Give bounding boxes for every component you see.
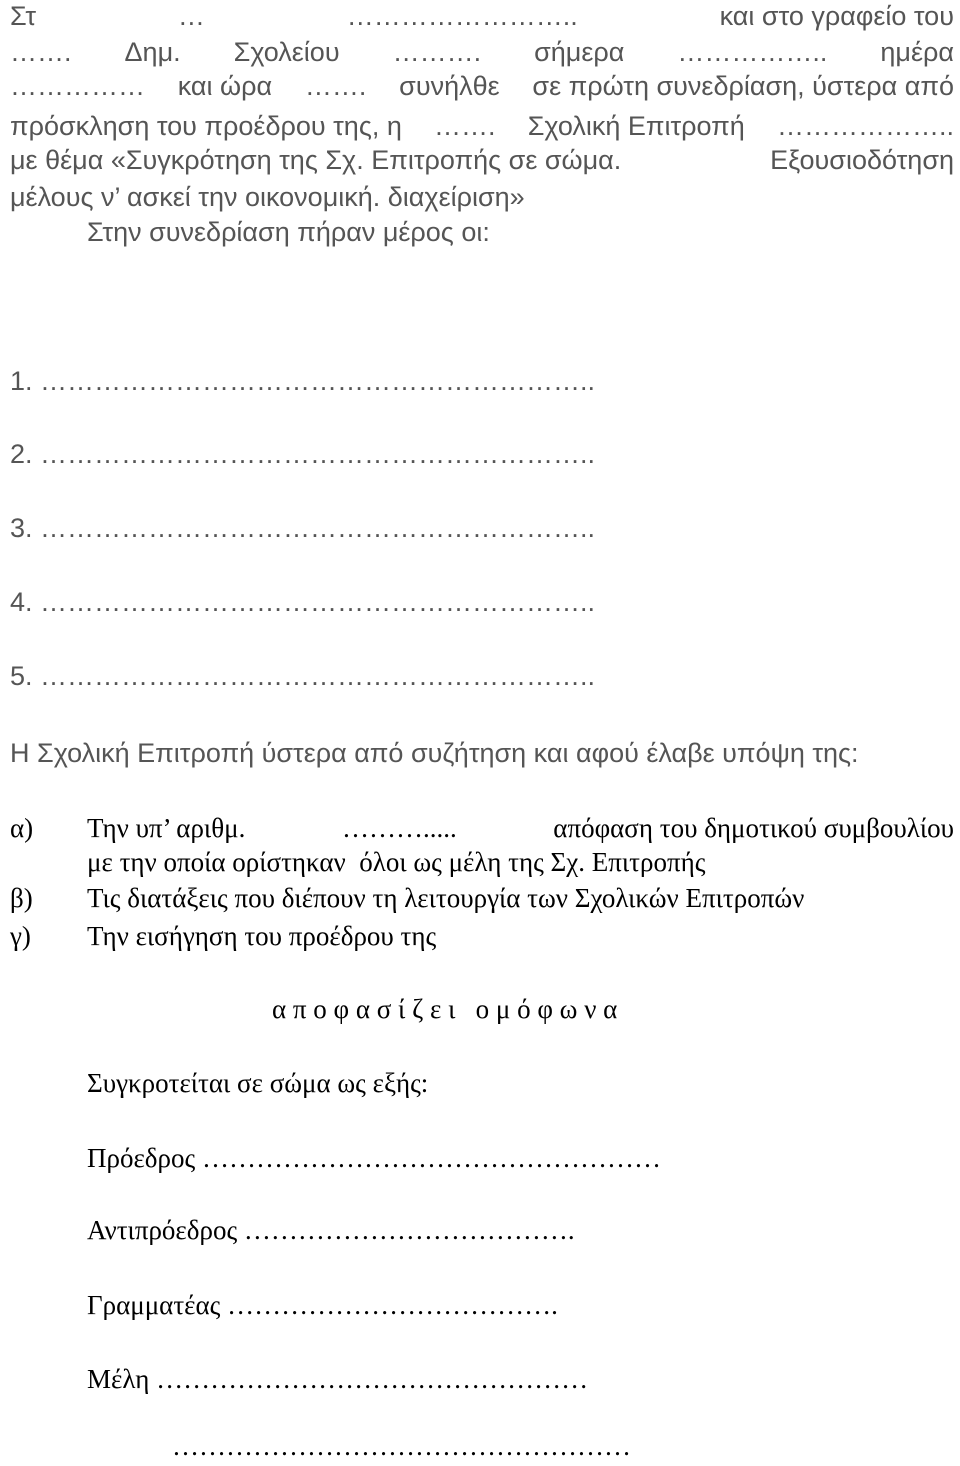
intro-text: και ώρα (177, 71, 273, 101)
intro-line-6: μέλους ν’ ασκεί την οικονομική. διαχείριση» (10, 182, 525, 212)
participant-line: 1. …………………………………………………….. (10, 366, 596, 396)
blank-field: ……. (434, 111, 496, 141)
intro-text: Δημ. (124, 37, 181, 67)
consideration-marker: γ) (10, 921, 31, 951)
participant-line: 4. …………………………………………………….. (10, 587, 596, 617)
blank-field: … (177, 1, 205, 31)
decision-heading: α π ο φ α σ ί ζ ε ι ο μ ό φ ω ν α (272, 994, 618, 1024)
blank-field: …………… (10, 71, 145, 101)
role-vice-president: Αντιπρόεδρος ………………………………. (87, 1215, 575, 1245)
intro-text: ημέρα (880, 37, 954, 67)
intro-line-3 (10, 70, 954, 102)
intro-text: συνήλθε (399, 71, 500, 101)
consideration-marker: β) (10, 883, 33, 913)
consideration-continuation: με την οποία ορίστηκαν όλοι ως μέλη της Σχ. Επιτροπής (87, 847, 706, 877)
intro-text: σε πρώτη συνεδρίαση, ύστερα από (532, 71, 954, 101)
composition-intro: Συγκροτείται σε σώμα ως εξής: (87, 1068, 429, 1098)
intro-text: πρόσκληση του προέδρου της, η (10, 111, 402, 141)
intro-text: Εξουσιοδότηση (770, 145, 954, 175)
intro-line-1 (10, 0, 954, 32)
blank-field: ……. (10, 37, 72, 67)
blank-field: ………..... (341, 813, 457, 843)
intro-text: σήμερα (534, 37, 625, 67)
role-president: Πρόεδρος …………………………………………… (87, 1143, 661, 1173)
intro-line-2 (10, 36, 954, 68)
consideration-a (87, 812, 954, 844)
intro-line-5 (10, 144, 954, 176)
intro-text: Σχολική Επιτροπή (527, 111, 745, 141)
intro-text: Σχολείου (233, 37, 340, 67)
blank-field: …………………….. (346, 1, 578, 31)
role-secretary: Γραμματέας ………………………………. (87, 1290, 558, 1320)
blank-field: …………….. (677, 37, 828, 67)
consideration-text: Την υπ’ αριθμ. (87, 813, 246, 843)
participant-line: 2. …………………………………………………….. (10, 439, 596, 469)
considerations-intro: Η Σχολική Επιτροπή ύστερα από συζήτηση και αφού έλαβε υπόψη της: (10, 738, 859, 768)
consideration-b: Τις διατάξεις που διέπουν τη λειτουργία των Σχολικών Επιτροπών (87, 883, 805, 913)
participant-line: 5. …………………………………………………….. (10, 661, 596, 691)
role-members-extra: …………………………………………… (172, 1431, 631, 1461)
intro-text: και στο γραφείο του (719, 1, 954, 31)
role-members: Μέλη ………………………………………… (87, 1364, 589, 1394)
blank-field: ……. (304, 71, 367, 101)
intro-text: Στ (10, 1, 37, 31)
consideration-text: απόφαση του δημοτικού συμβουλίου (553, 813, 954, 843)
consideration-c: Την εισήγηση του προέδρου της (87, 921, 437, 951)
participants-intro: Στην συνεδρίαση πήραν μέρος οι: (87, 217, 490, 247)
blank-field: ……………….. (776, 111, 954, 141)
intro-line-4 (10, 110, 954, 142)
intro-text: με θέμα «Συγκρότηση της Σχ. Επιτροπής σε σώμα. (10, 145, 622, 175)
consideration-marker: α) (10, 813, 34, 843)
participant-line: 3. …………………………………………………….. (10, 513, 596, 543)
blank-field: ………. (392, 37, 482, 67)
